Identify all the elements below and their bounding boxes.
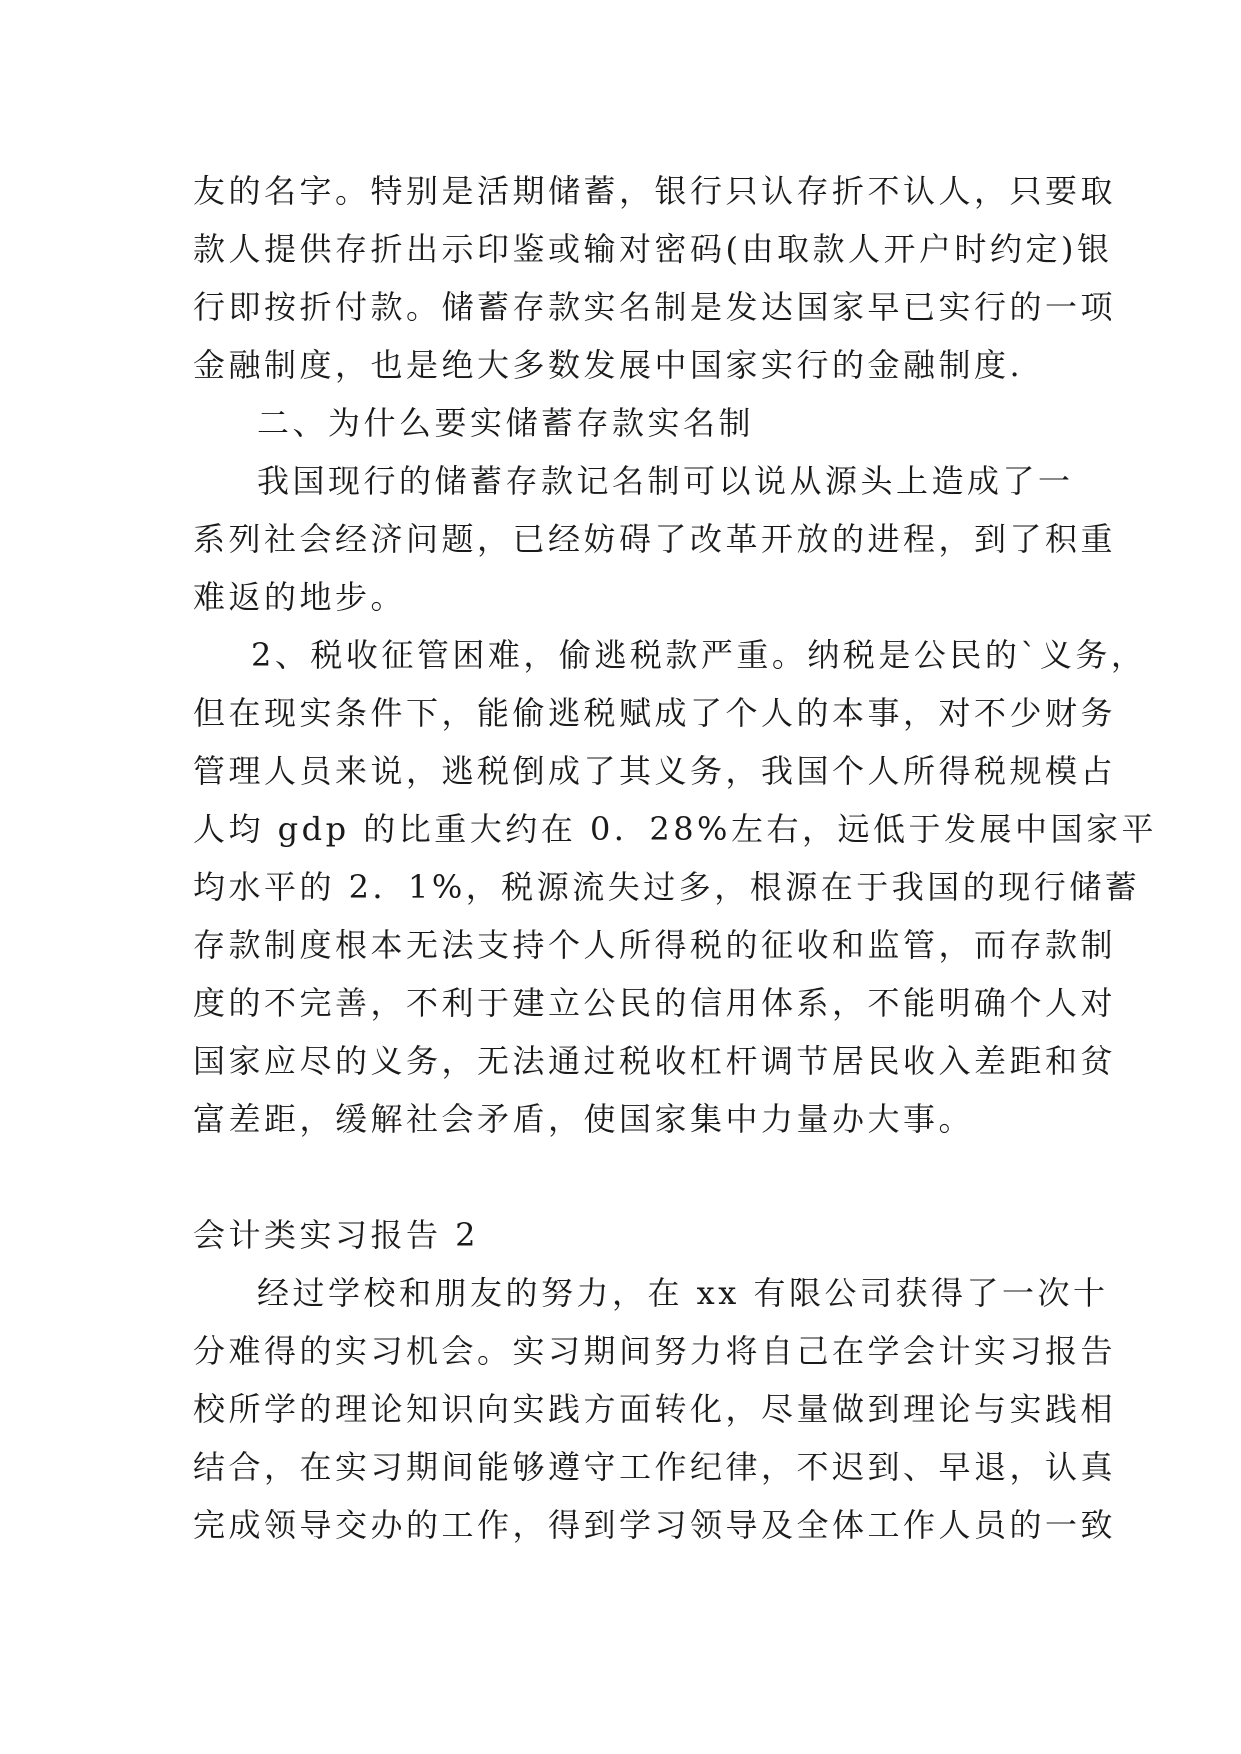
text-line: 富差距，缓解社会矛盾，使国家集中力量办大事。: [193, 1100, 975, 1138]
text-line: 行即按折付款。储蓄存款实名制是发达国家早已实行的一项: [193, 288, 1117, 326]
paragraph-tax-collection: [193, 626, 1157, 1148]
paragraph-internship: [193, 1264, 1117, 1554]
section-heading: 二、为什么要实储蓄存款实名制: [257, 404, 755, 442]
text-line: 款人提供存折出示印鉴或输对密码(由取款人开户时约定)银: [193, 230, 1113, 268]
text-line: 友的名字。特别是活期储蓄，银行只认存折不认人，只要取: [193, 172, 1117, 210]
text-line: 分难得的实习机会。实习期间努力将自己在学会计实习报告: [193, 1332, 1117, 1370]
text-line: 度的不完善，不利于建立公民的信用体系，不能明确个人对: [193, 984, 1117, 1022]
text-line: 2、税收征管困难，偷逃税款严重。纳税是公民的`义务，: [251, 636, 1147, 674]
report-title: 会计类实习报告 2: [193, 1216, 480, 1254]
text-line: 系列社会经济问题，已经妨碍了改革开放的进程，到了积重: [193, 520, 1117, 558]
text-line: 存款制度根本无法支持个人所得税的征收和监管，而存款制: [193, 926, 1117, 964]
text-line: 管理人员来说，逃税倒成了其义务，我国个人所得税规模占: [193, 752, 1117, 790]
spacer: [193, 1148, 1053, 1206]
text-line: 结合，在实习期间能够遵守工作纪律，不迟到、早退，认真: [193, 1448, 1117, 1486]
text-line: 但在现实条件下，能偷逃税赋成了个人的本事，对不少财务: [193, 694, 1117, 732]
text-line: 完成领导交办的工作，得到学习领导及全体工作人员的一致: [193, 1506, 1117, 1544]
text-line: 难返的地步。: [193, 578, 407, 616]
text-line: 金融制度，也是绝大多数发展中国家实行的金融制度.: [193, 346, 1024, 384]
text-line: 均水平的 2．1%，税源流失过多，根源在于我国的现行储蓄: [193, 868, 1141, 906]
document-page: [193, 162, 1157, 1554]
text-line: 我国现行的储蓄存款记名制可以说从源头上造成了一: [257, 462, 1074, 500]
paragraph-real-name-intro: [193, 162, 1117, 394]
text-line: 经过学校和朋友的努力，在 xx 有限公司获得了一次十: [257, 1274, 1109, 1312]
text-line: 人均 gdp 的比重大约在 0．28%左右，远低于发展中国家平: [193, 810, 1157, 848]
text-line: 校所学的理论知识向实践方面转化，尽量做到理论与实践相: [193, 1390, 1117, 1428]
text-line: 国家应尽的义务，无法通过税收杠杆调节居民收入差距和贫: [193, 1042, 1117, 1080]
paragraph-current-system: [193, 452, 1117, 626]
